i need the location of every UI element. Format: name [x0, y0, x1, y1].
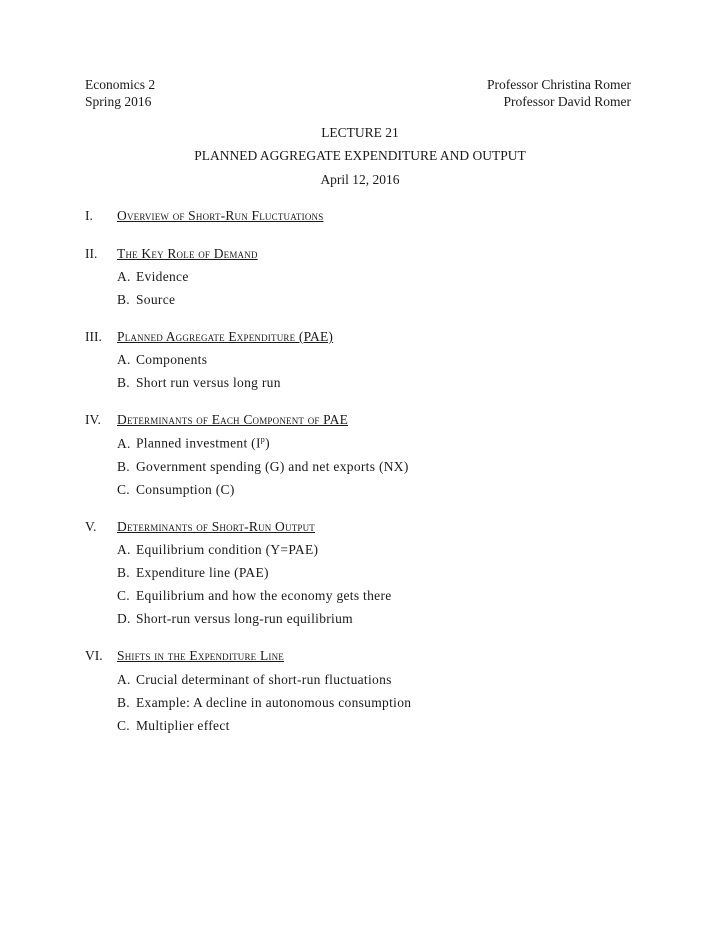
outline-item: [117, 565, 269, 581]
outline-item: [117, 292, 175, 308]
outline-item: [117, 611, 353, 627]
item-label: C.: [117, 718, 130, 733]
item-text: Short run versus long run: [136, 375, 281, 390]
section-title: Overview of Short-Run Fluctuations: [117, 208, 324, 223]
outline-item: [117, 718, 230, 734]
section-title: Planned Aggregate Expenditure (PAE): [117, 329, 334, 344]
outline-item: [117, 482, 235, 498]
instructor-1: Professor Christina Romer: [487, 77, 631, 92]
section-title: Determinants of Each Component of PAE: [117, 412, 349, 427]
item-text: Equilibrium condition (Y=PAE): [136, 542, 319, 557]
lecture-title: PLANNED AGGREGATE EXPENDITURE AND OUTPUT: [194, 148, 526, 163]
item-label: B.: [117, 459, 130, 474]
outline-item: [117, 588, 392, 604]
outline-item: [117, 375, 281, 391]
outline-item: [117, 269, 189, 285]
section-title: Shifts in the Expenditure Line: [117, 648, 284, 663]
outline-item: [117, 352, 207, 368]
section-number: VI.: [85, 648, 103, 663]
item-label: A.: [117, 542, 131, 557]
outline-item: [117, 435, 270, 452]
section-title: The Key Role of Demand: [117, 246, 258, 261]
section-heading: [85, 208, 323, 224]
item-label: D.: [117, 611, 131, 626]
item-text: Short-run versus long-run equilibrium: [136, 611, 353, 626]
item-text: Multiplier effect: [136, 718, 230, 733]
section-heading: [85, 519, 315, 535]
outline-item: [117, 542, 318, 558]
section-heading: [85, 246, 258, 262]
item-text: Planned investment (I: [136, 435, 261, 451]
section-heading: [85, 648, 284, 664]
item-text: Equilibrium and how the economy gets there: [136, 588, 392, 603]
item-text: Crucial determinant of short-run fluctuations: [136, 672, 392, 687]
lecture-date: April 12, 2016: [320, 172, 400, 187]
item-label: C.: [117, 482, 130, 497]
item-label: A.: [117, 435, 131, 451]
section-heading: [85, 329, 333, 345]
item-text: Government spending (G) and net exports (NX): [136, 459, 409, 474]
section-number: IV.: [85, 412, 101, 427]
item-label: A.: [117, 269, 131, 284]
item-label: B.: [117, 565, 130, 580]
item-label: B.: [117, 375, 130, 390]
item-text: Example: A decline in autonomous consumption: [136, 695, 412, 710]
item-text: Source: [136, 292, 176, 307]
section-title: Determinants of Short-Run Output: [117, 519, 315, 534]
course-name: Economics 2: [85, 77, 156, 92]
item-text: Components: [136, 352, 208, 367]
item-text-close: ): [265, 435, 270, 451]
section-number: II.: [85, 246, 98, 261]
section-heading: [85, 412, 348, 428]
term: Spring 2016: [85, 94, 152, 109]
outline-item: [117, 459, 409, 475]
section-number: I.: [85, 208, 93, 223]
item-text: Expenditure line (PAE): [136, 565, 269, 580]
section-number: III.: [85, 329, 102, 344]
item-text: Evidence: [136, 269, 189, 284]
outline-item: [117, 695, 411, 711]
item-label: A.: [117, 352, 131, 367]
lecture-number: LECTURE 21: [321, 125, 399, 140]
item-label: A.: [117, 672, 131, 687]
item-label: C.: [117, 588, 130, 603]
item-text: Consumption (C): [136, 482, 235, 497]
item-label: B.: [117, 695, 130, 710]
outline-item: [117, 672, 392, 688]
item-label: B.: [117, 292, 130, 307]
instructor-2: Professor David Romer: [503, 94, 631, 109]
item-superscript: p: [260, 435, 266, 444]
section-number: V.: [85, 519, 97, 534]
